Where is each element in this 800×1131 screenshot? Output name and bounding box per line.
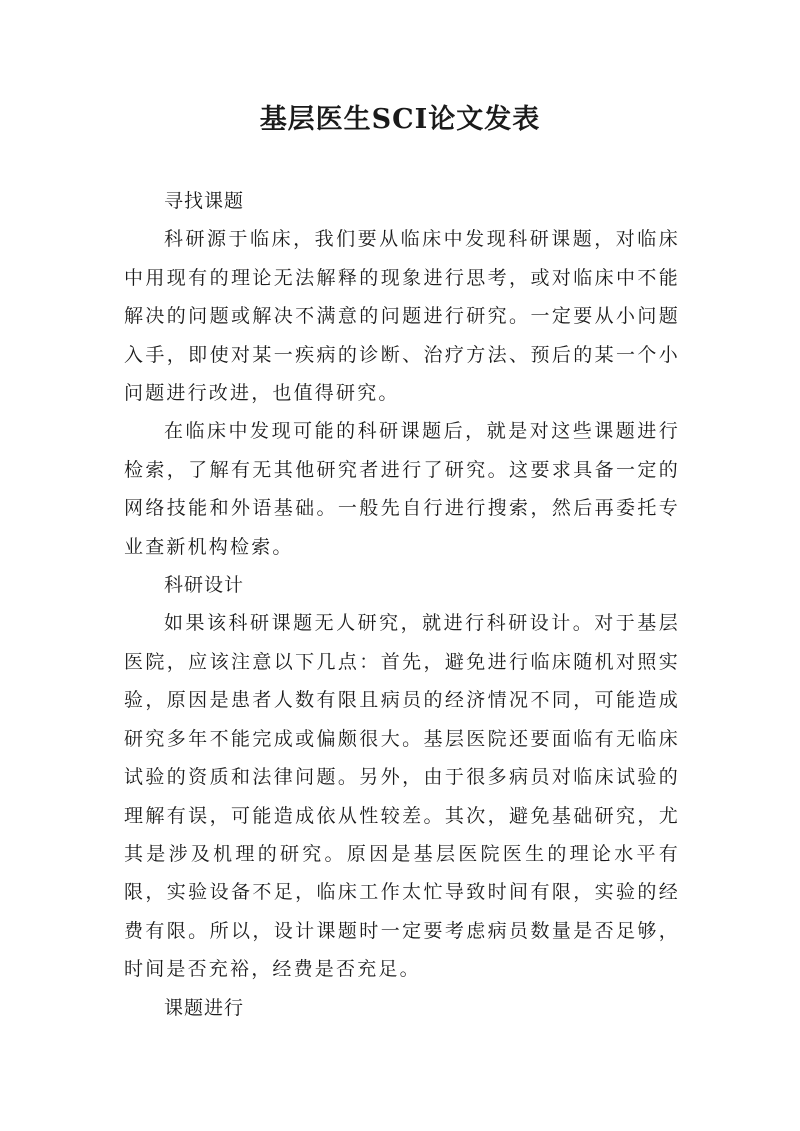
paragraph: 如果该科研课题无人研究，就进行科研设计。对于基层医院，应该注意以下几点：首先，避免进行临床随机对照实验，原因是患者人数有限且病员的经济情况不同，可能造成研究多年不能完成或偏颇很大。基层医院还要面临有无临床试验的资质和法律问题。另外，由于很多病员对临床试验的理解有误，可能造成依从性较差。其次，避免基础研究，尤其是涉及机理的研究。原因是基层医院医生的理论水平有限，实验设备不足，临床工作太忙导致时间有限，实验的经费有限。所以，设计课题时一定要考虑病员数量是否足够，时间是否充裕，经费是否充足。 bbox=[124, 612, 680, 981]
section-heading-find-topic: 寻找课题 bbox=[164, 190, 245, 212]
document-body bbox=[124, 182, 680, 1027]
paragraph: 在临床中发现可能的科研课题后，就是对这些课题进行检索，了解有无其他研究者进行了研究。这要求具备一定的网络技能和外语基础。一般先自行进行搜索，然后再委托专业查新机构检索。 bbox=[124, 420, 680, 558]
paragraph: 科研源于临床，我们要从临床中发现科研课题，对临床中用现有的理论无法解释的现象进行思考，或对临床中不能解决的问题或解决不满意的问题进行研究。一定要从小问题入手，即使对某一疾病的诊断、治疗方法、预后的某一个小问题进行改进，也值得研究。 bbox=[124, 228, 680, 405]
section-heading-research-design: 科研设计 bbox=[164, 574, 245, 597]
document-title: 基层医生SCI论文发表 bbox=[259, 104, 541, 135]
section-heading-project-execution: 课题进行 bbox=[164, 996, 245, 1019]
